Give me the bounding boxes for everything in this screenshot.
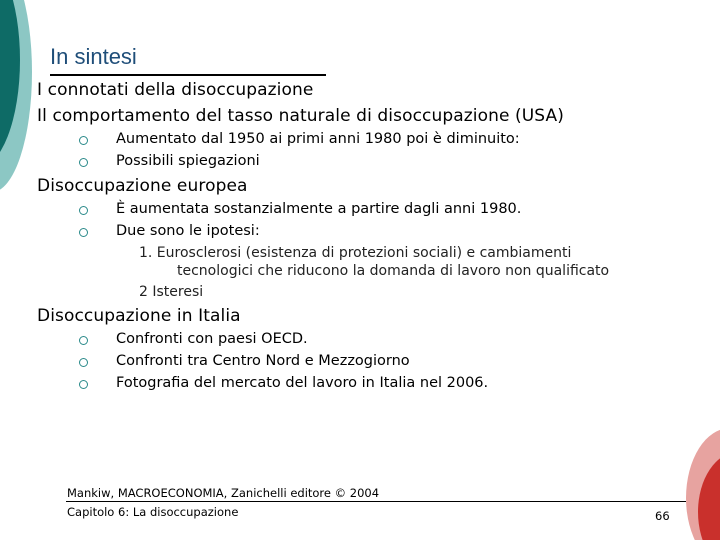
footer-source: Mankiw, MACROECONOMIA, Zanichelli editore © 2004 [67, 486, 380, 500]
circle-bullet-icon [79, 206, 88, 215]
footer-divider [66, 501, 686, 502]
circle-bullet-icon [79, 158, 88, 167]
circle-bullet-icon [79, 380, 88, 389]
footer-chapter: Capitolo 6: La disoccupazione [67, 505, 239, 519]
bullet-text: Aumentato dal 1950 ai primi anni 1980 poi è diminuito: [116, 131, 520, 147]
circle-bullet-icon [79, 136, 88, 145]
top-left-decoration [0, 0, 60, 200]
bullet-text: I connotati della disoccupazione [37, 80, 314, 100]
circle-bullet-icon [79, 228, 88, 237]
slide-title: In sintesi [50, 44, 137, 69]
bullet-text: Confronti tra Centro Nord e Mezzogiorno [116, 353, 410, 369]
bullet-text: Possibili spiegazioni [116, 153, 260, 169]
bullet-text: Fotografia del mercato del lavoro in Italia nel 2006. [116, 375, 489, 391]
circle-bullet-icon [79, 358, 88, 367]
bullet-text: Disoccupazione in Italia [37, 306, 241, 326]
bullet-text: Disoccupazione europea [37, 176, 248, 196]
circle-bullet-icon [79, 336, 88, 345]
bullet-text: Il comportamento del tasso naturale di disoccupazione (USA) [37, 106, 564, 126]
sub-item-text: 1. Eurosclerosi (esistenza di protezioni sociali) e cambiamenti [139, 245, 572, 261]
title-underline [50, 74, 326, 76]
page-number: 66 [655, 509, 670, 523]
bullet-text: Due sono le ipotesi: [116, 223, 260, 239]
sub-item-text: 2 Isteresi [139, 284, 204, 300]
bullet-text: È aumentata sostanzialmente a partire dagli anni 1980. [116, 201, 522, 217]
sub-item-text: tecnologici che riducono la domanda di lavoro non qualificato [177, 263, 610, 279]
bullet-text: Confronti con paesi OECD. [116, 331, 308, 347]
